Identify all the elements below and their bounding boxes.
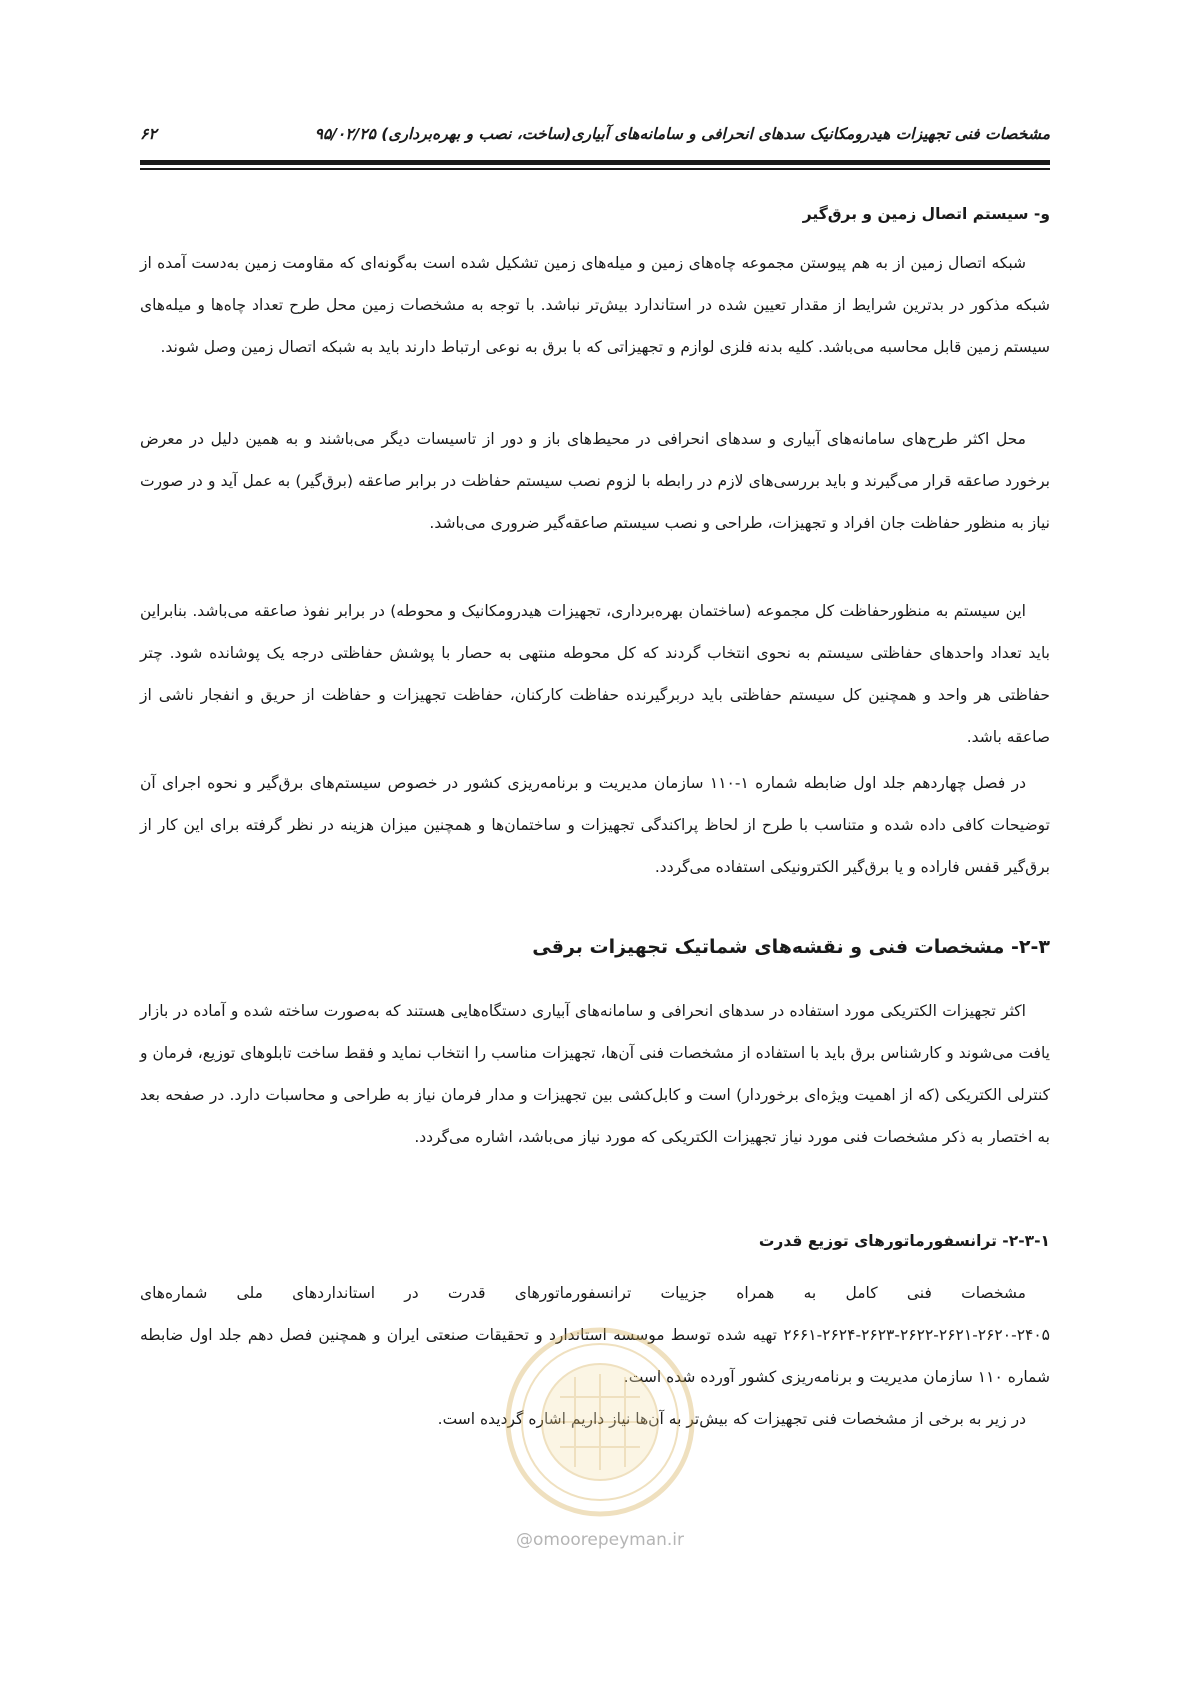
paragraph: در زیر به برخی از مشخصات فنی تجهیزات که بیش‌تر به آن‌ها نیاز داریم اشاره گردیده است. bbox=[437, 1410, 1026, 1428]
paragraph: مشخصات فنی کامل به همراه جزییات ترانسفورماتورهای قدرت در استانداردهای ملی شماره‌های ۲۴۰۵-۲۶۲۰-۲۶۲۱-۲۶۲۲-۲۶۲۳-۲۶۲۴-۲۶۶۱ تهیه شده توسط موسسه استاندارد و تحقیقات صنعتی ایران و همچنین فصل دهم جلد اول ضابطه شماره ۱۱۰ سازمان مدیریت و برنامه‌ریزی کشور آورده شده است. bbox=[140, 1284, 1050, 1386]
section-body-grounding-2 bbox=[140, 418, 1050, 544]
section-body-grounding-4 bbox=[140, 762, 1050, 888]
paragraph: در فصل چهاردهم جلد اول ضابطه شماره ۱-۱۱۰ سازمان مدیریت و برنامه‌ریزی کشور در خصوص سیستم‌های برق‌گیر و نحوه اجرای آن توضیحات کافی داده شده و متناسب با طرح از لحاظ پراکندگی تجهیزات و ساختمان‌ها و همچنین میزان هزینه در نظر گرفته برای این کار از برق‌گیر قفس فاراده و یا برق‌گیر الکترونیکی استفاده می‌گردد. bbox=[140, 774, 1050, 876]
header-title: مشخصات فنی تجهیزات هیدرومکانیک سدهای انحرافی و سامانه‌های آبیاری(ساخت، نصب و بهره‌برداری) ۹۵/۰۲/۲۵ bbox=[314, 125, 1050, 143]
section-heading-grounding: و- سیستم اتصال زمین و برق‌گیر bbox=[802, 205, 1050, 223]
watermark-text: @omoorepeyman.ir bbox=[515, 1530, 685, 1550]
section-body-electrical-specs bbox=[140, 990, 1050, 1158]
paragraph: شبکه اتصال زمین از به هم پیوستن مجموعه چاه‌های زمین و میله‌های زمین تشکیل شده است به‌گونه‌ای که مقاومت زمین به‌دست آمده از شبکه مذکور در بدترین شرایط از مقدار تعیین شده در استاندارد بیش‌تر نباشد. با توجه به مشخصات زمین محل طرح تعداد چاه‌ها و میله‌های سیستم زمین قابل محاسبه می‌باشد. کلیه بدنه فلزی لوازم و تجهیزاتی که با برق به نوعی ارتباط دارند باید به شبکه اتصال زمین وصل شوند. bbox=[140, 254, 1050, 356]
paragraph: اکثر تجهیزات الکتریکی مورد استفاده در سدهای انحرافی و سامانه‌های آبیاری دستگاه‌هایی هستند که به‌صورت ساخته شده و آماده در بازار یافت می‌شوند و کارشناس برق باید با استفاده از مشخصات فنی آن‌ها، تجهیزات مناسب را انتخاب نماید و فقط ساخت تابلوهای توزیع، فرمان و کنترلی الکتریکی (که از اهمیت ویژه‌ای برخوردار) است و کابل‌کشی بین تجهیزات و مدار فرمان نیاز به طراحی و محاسبات دارد. در صفحه بعد به اختصار به ذکر مشخصات فنی مورد نیاز تجهیزات الکتریکی که مورد نیاز می‌باشد، اشاره می‌گردد. bbox=[140, 1002, 1050, 1146]
section-body-grounding bbox=[140, 242, 1050, 368]
section-body-grounding-3 bbox=[140, 590, 1050, 758]
paragraph: محل اکثر طرح‌های سامانه‌های آبیاری و سدهای انحرافی در محیط‌های باز و دور از تاسیسات دیگر می‌باشند و به همین دلیل در معرض برخورد صاعقه قرار می‌گیرند و باید بررسی‌های لازم در رابطه با لزوم نصب سیستم حفاظت در برابر صاعقه (برق‌گیر) به عمل آید و در صورت نیاز به منظور حفاظت جان افراد و تجهیزات، طراحی و نصب سیستم صاعقه‌گیر ضروری می‌باشد. bbox=[140, 430, 1050, 532]
watermark-seal-icon bbox=[500, 1322, 700, 1522]
header-rule-thin bbox=[140, 168, 1050, 170]
paragraph: این سیستم به منظورحفاظت کل مجموعه (ساختمان بهره‌برداری، تجهیزات هیدرومکانیک و محوطه) در برابر نفوذ صاعقه می‌باشد. بنابراین باید تعداد واحدهای حفاظتی سیستم به نحوی انتخاب گردند که کل محوطه منتهی به حصار با پوشش حفاظتی درجه یک پوشانده شود. چتر حفاظتی هر واحد و همچنین کل سیستم حفاظتی باید دربرگیرنده حفاظت کارکنان، حفاظت تجهیزات و حفاظت از حریق و انفجار ناشی از صاعقه باشد. bbox=[140, 602, 1050, 746]
page-header bbox=[140, 125, 1050, 153]
page-number: ۶۲ bbox=[140, 125, 157, 143]
section-heading-transformers: ۲-۳-۱- ترانسفورماتورهای توزیع قدرت bbox=[758, 1232, 1050, 1250]
section-heading-electrical-specs: ۲-۳- مشخصات فنی و نقشه‌های شماتیک تجهیزات برقی bbox=[532, 936, 1050, 958]
header-rule-thick bbox=[140, 160, 1050, 165]
